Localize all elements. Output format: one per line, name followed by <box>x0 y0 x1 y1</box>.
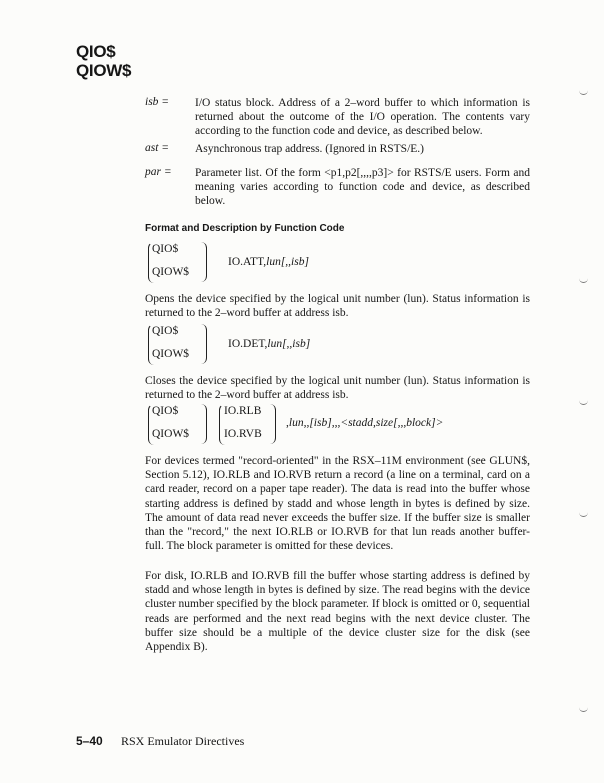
format-io-rvb: IO.RVB <box>224 428 262 440</box>
param-isb-desc: I/O status block. Address of a 2–word buffer to which information is returned about the outcome of the I/O operation. The contents vary according to the function code and device, as described below. <box>195 97 530 138</box>
footer-page-number: 5–40 <box>76 734 103 748</box>
para-rlb: For devices termed "record-oriented" in the RSX–11M environment (see GLUN$, Section 5.12), IO.RLB and IO.RVB return a record (a line on a terminal, card on a card reader, record on a paper tape reader). The data is read into the buffer whose starting address is defined by stadd and whose length in bytes is defined by size. The amount of data read never exceeds the buffer size. If the buffer size is smaller than the "record," the next IO.RLB or IO.RVB for that lun reads another buffer-full. The block parameter is omitted for these devices. <box>145 455 530 553</box>
param-ast-desc: Asynchronous trap address. (Ignored in RSTS/E.) <box>195 143 425 155</box>
format-att-args: lun[,,isb] <box>266 256 309 268</box>
scan-edge-mark <box>579 707 588 712</box>
format-det-args: lun[,,isb] <box>267 338 311 350</box>
format-qio: QIO$ <box>152 405 179 417</box>
section-title: Format and Description by Function Code <box>145 223 345 234</box>
brace-right <box>200 242 207 282</box>
format-det-call <box>228 338 310 350</box>
brace-right <box>200 324 207 364</box>
param-ast-name: ast = <box>145 142 170 154</box>
header-qiow: QIOW$ <box>76 61 132 80</box>
para-det: Closes the device specified by the logical unit number (lun). Status information is returned to the 2–word buffer at address isb. <box>145 375 530 402</box>
param-par-desc: Parameter list. Of the form <p1,p2[,,,,p3]> for RSTS/E users. Form and meaning varies according to function code and device, as described below. <box>195 167 530 208</box>
para-att: Opens the device specified by the logical unit number (lun). Status information is returned to the 2–word buffer at address isb. <box>145 293 530 320</box>
format-att-code: IO.ATT, <box>228 256 267 268</box>
scan-edge-mark <box>579 400 588 405</box>
format-att-call <box>228 256 309 268</box>
format-qiow: QIOW$ <box>152 428 190 440</box>
format-rlb-call <box>286 417 443 429</box>
para-disk: For disk, IO.RLB and IO.RVB fill the buffer whose starting address is defined by stadd and whose length in bytes is defined by size. The read begins with the device cluster number specified by the block parameter. If block is omitted or 0, sequential reads are performed and the next read begins with the next device cluster. The buffer size should be a multiple of the device cluster size for the disk (see Appendix B). <box>145 570 530 654</box>
format-rlb-functions <box>219 404 279 446</box>
format-rlb-args: lun,,[isb],,,<stadd,size[,,,block]> <box>288 417 444 429</box>
format-io-rlb: IO.RLB <box>224 405 262 417</box>
format-det-code: IO.DET, <box>228 338 268 350</box>
format-rlb-code: , <box>286 417 289 429</box>
format-rlb <box>145 404 215 446</box>
format-qiow: QIOW$ <box>152 348 190 360</box>
brace-right <box>269 404 276 444</box>
format-det <box>145 324 215 366</box>
scan-edge-mark <box>579 90 588 95</box>
format-qio: QIO$ <box>152 325 179 337</box>
scan-edge-mark <box>579 278 588 283</box>
format-att <box>145 242 215 284</box>
footer-title: RSX Emulator Directives <box>121 734 245 748</box>
format-qiow: QIOW$ <box>152 266 190 278</box>
param-isb-name: isb = <box>145 96 170 108</box>
param-par-name: par = <box>145 166 172 178</box>
format-qio: QIO$ <box>152 243 179 255</box>
header-qio: QIO$ <box>76 42 116 61</box>
scan-edge-mark <box>579 512 588 517</box>
brace-right <box>200 404 207 444</box>
